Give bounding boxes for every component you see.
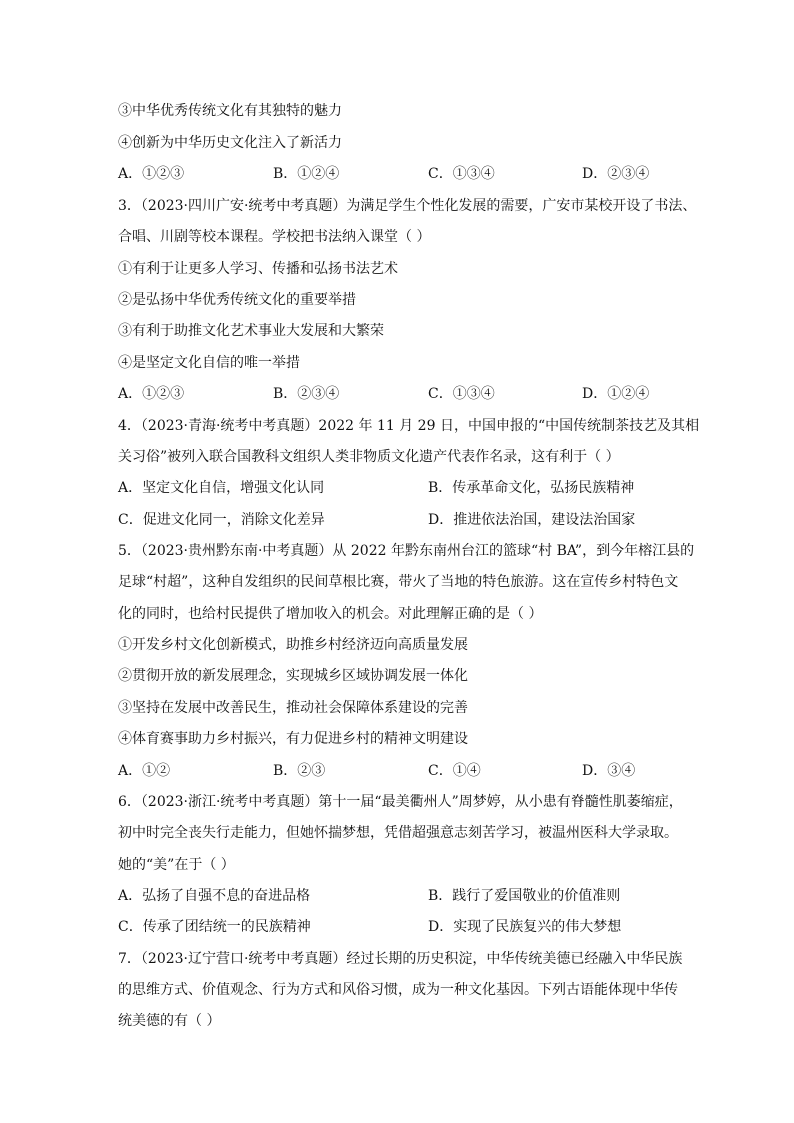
q3-stem-line2: 合唱、川剧等校本课程。学校把书法纳入课堂（ ） [118, 229, 431, 245]
q5-option-a: A．①② [118, 763, 171, 779]
q4-option-b: B．传承革命文化，弘扬民族精神 [428, 480, 635, 496]
q4-option-c: C．促进文化同一，消除文化差异 [118, 512, 325, 528]
q6-stem-line2: 初中时完全丧失行走能力，但她怀揣梦想，凭借超强意志刻苦学习，被温州医科大学录取。 [118, 825, 678, 841]
q2-option-a: A．①②③ [118, 166, 185, 182]
q6-stem-line3: 她的“美”在于（ ） [118, 857, 235, 873]
q3-item-2: ②是弘扬中华优秀传统文化的重要举措 [118, 292, 356, 308]
q3-item-3: ③有利于助推文化艺术事业大发展和大繁荣 [118, 323, 384, 339]
q3-stem-line1: 3．（2023·四川广安·统考中考真题）为满足学生个性化发展的需要，广安市某校开设了书法、 [118, 198, 697, 214]
q4-option-d: D．推进依法治国，建设法治国家 [428, 512, 636, 528]
q6-stem-line1: 6．（2023·浙江·统考中考真题）第十一届“最美衢州人”周梦婷，从小患有脊髓性肌萎缩症， [118, 794, 683, 810]
q5-item-2: ②贯彻开放的新发展理念，实现城乡区域协调发展一体化 [118, 668, 468, 684]
q6-option-c: C．传承了团结统一的民族精神 [118, 919, 311, 935]
q4-stem-line1: 4．（2023·青海·统考中考真题）2022 年 11 月 29 日，中国申报的“中国传统制茶技艺及其相 [118, 418, 700, 434]
q3-item-1: ①有利于让更多人学习、传播和弘扬书法艺术 [118, 261, 398, 277]
q3-option-d: D．①②④ [582, 386, 650, 402]
q5-stem-line3: 化的同时，也给村民提供了增加收入的机会。对此理解正确的是（ ） [118, 606, 543, 622]
q2-item-3: ③中华优秀传统文化有其独特的魅力 [118, 103, 342, 119]
q5-stem-line2: 足球“村超”，这种自发组织的民间草根比赛，带火了当地的特色旅游。这在宣传乡村特色文 [118, 574, 679, 590]
q6-option-b: B．践行了爱国敬业的价值准则 [428, 888, 621, 904]
q7-stem-line1: 7．（2023·辽宁营口·统考中考真题）经过长期的历史积淀，中华传统美德已经融入中华民族 [118, 951, 683, 967]
q5-item-4: ④体育赛事助力乡村振兴，有力促进乡村的精神文明建设 [118, 731, 468, 747]
q6-option-a: A．弘扬了自强不息的奋进品格 [118, 888, 311, 904]
q2-option-c: C．①③④ [428, 166, 495, 182]
q7-stem-line2: 的思维方式、价值观念、行为方式和风俗习惯，成为一种文化基因。下列古语能体现中华传 [118, 982, 678, 998]
q5-option-d: D．③④ [582, 763, 636, 779]
q6-option-d: D．实现了民族复兴的伟大梦想 [428, 919, 622, 935]
q4-option-a: A．坚定文化自信，增强文化认同 [118, 480, 325, 496]
q4-stem-line2: 关习俗”被列入联合国教科文组织人类非物质文化遗产代表作名录，这有利于（ ） [118, 449, 620, 465]
q5-stem-line1: 5．（2023·贵州黔东南·中考真题）从 2022 年黔东南州台江的篮球“村 BA”，到今年榕江县的 [118, 543, 695, 559]
q2-option-b: B．①②④ [273, 166, 340, 182]
q5-option-b: B．②③ [273, 763, 326, 779]
q2-option-d: D．②③④ [582, 166, 650, 182]
q3-option-a: A．①②③ [118, 386, 185, 402]
q5-option-c: C．①④ [428, 763, 481, 779]
q3-item-4: ④是坚定文化自信的唯一举措 [118, 355, 300, 371]
q7-stem-line3: 统美德的有（ ） [118, 1013, 221, 1029]
q2-item-4: ④创新为中华历史文化注入了新活力 [118, 135, 342, 151]
q5-item-3: ③坚持在发展中改善民生，推动社会保障体系建设的完善 [118, 700, 468, 716]
q3-option-b: B．②③④ [273, 386, 340, 402]
q3-option-c: C．①③④ [428, 386, 495, 402]
q5-item-1: ①开发乡村文化创新模式，助推乡村经济迈向高质量发展 [118, 637, 468, 653]
